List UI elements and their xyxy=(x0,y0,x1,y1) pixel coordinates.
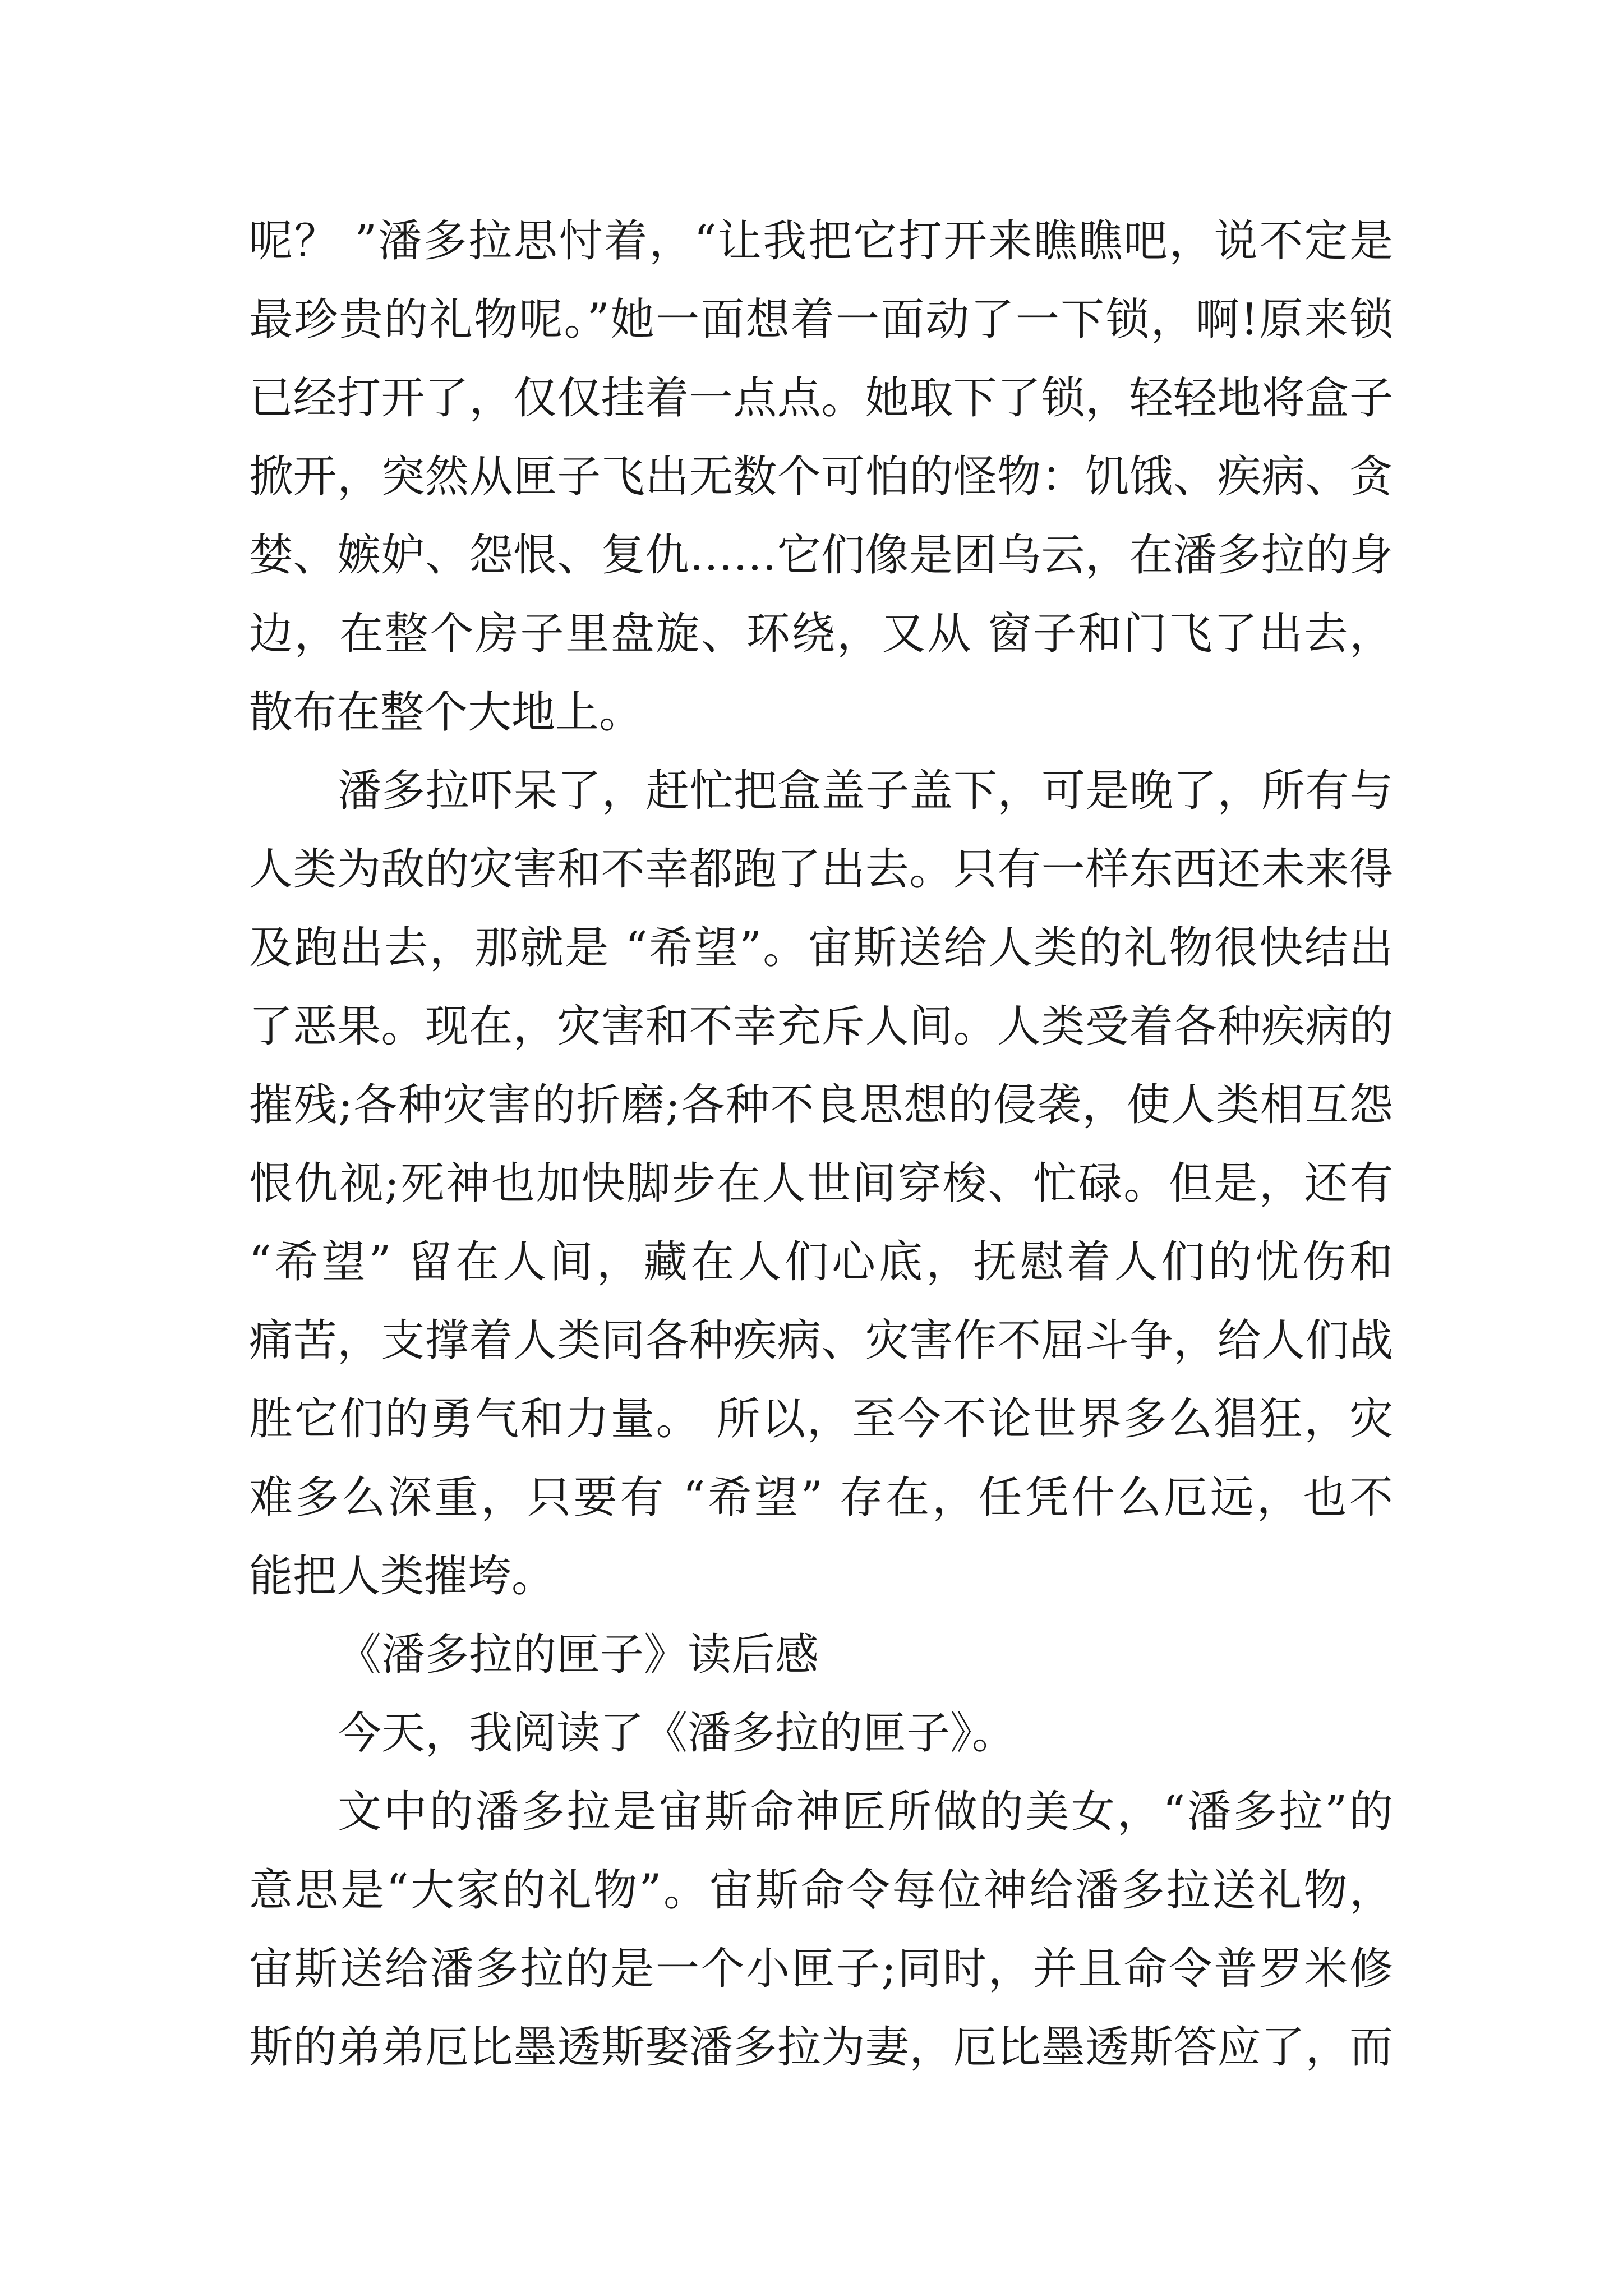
section-title: 《潘多拉的匣子》读后感 xyxy=(338,1630,819,1680)
text-line: 意思是“大家的礼物”。宙斯命令每位神给潘多拉送礼物， xyxy=(249,1865,1393,1916)
text-line: 胜它们的勇气和力量。 所以，至今不论世界多么猖狂，灾 xyxy=(249,1394,1393,1444)
text-line: “希望” 留在人间，藏在人们心底，抚慰着人们的忧伤和 xyxy=(249,1237,1393,1287)
paragraph-first-line: 潘多拉吓呆了，赶忙把盒盖子盖下，可是晚了，所有与 xyxy=(338,766,1393,816)
text-line: 痛苦，支撑着人类同各种疾病、灾害作不屈斗争，给人们战 xyxy=(249,1315,1393,1366)
text-line: 人类为敌的灾害和不幸都跑了出去。只有一样东西还未来得 xyxy=(249,844,1393,895)
text-line: 边，在整个房子里盘旋、环绕，又从 窗子和门飞了出去， xyxy=(249,609,1393,659)
text-line: 及跑出去，那就是 “希望”。宙斯送给人类的礼物很快结出 xyxy=(249,923,1393,973)
text-line: 摧残;各种灾害的折磨;各种不良思想的侵袭，使人类相互怨 xyxy=(249,1080,1393,1130)
text-line: 已经打开了，仅仅挂着一点点。她取下了锁，轻轻地将盒子 xyxy=(249,373,1393,424)
paragraph-first-line: 文中的潘多拉是宙斯命神匠所做的美女，“潘多拉”的 xyxy=(338,1787,1393,1837)
text-line: 了恶果。现在，灾害和不幸充斥人间。人类受着各种疾病的 xyxy=(249,1001,1393,1052)
text-line: 最珍贵的礼物呢。”她一面想着一面动了一下锁，啊!原来锁 xyxy=(249,295,1393,345)
text-line: 掀开，突然从匣子飞出无数个可怕的怪物：饥饿、疾病、贪 xyxy=(249,452,1393,502)
text-line: 宙斯送给潘多拉的是一个小匣子;同时，并且命令普罗米修 xyxy=(249,1944,1393,1994)
paragraph-first-line: 今天，我阅读了《潘多拉的匣子》。 xyxy=(338,1708,1016,1759)
text-line: 婪、嫉妒、怨恨、复仇……它们像是团乌云，在潘多拉的身 xyxy=(249,530,1393,581)
text-line: 能把人类摧垮。 xyxy=(249,1551,556,1602)
text-line: 恨仇视;死神也加快脚步在人世间穿梭、忙碌。但是，还有 xyxy=(249,1158,1393,1209)
text-line: 斯的弟弟厄比墨透斯娶潘多拉为妻，厄比墨透斯答应了，而 xyxy=(249,2022,1393,2073)
text-line: 呢？ ”潘多拉思忖着，“让我把它打开来瞧瞧吧，说不定是 xyxy=(249,216,1393,266)
text-line: 难多么深重，只要有 “希望” 存在，任凭什么厄远，也不 xyxy=(249,1473,1393,1523)
text-line: 散布在整个大地上。 xyxy=(249,687,643,738)
